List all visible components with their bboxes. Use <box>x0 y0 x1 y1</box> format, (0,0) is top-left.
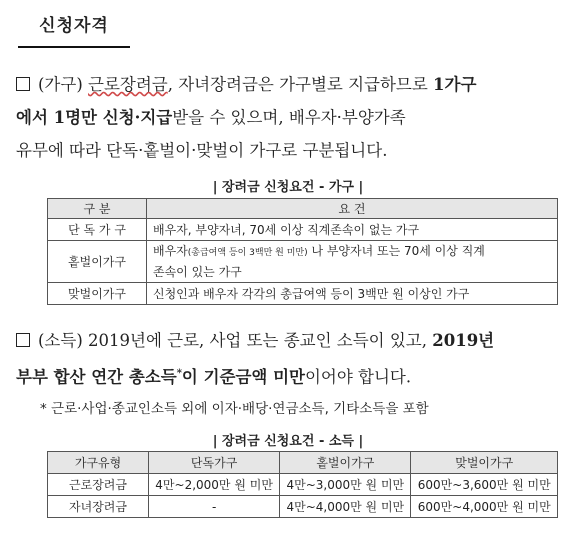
table2-cell: 4만~4,000만 원 미만 <box>280 496 411 518</box>
table-row <box>48 241 558 283</box>
para2-bold3: 이 기준금액 미만 <box>181 367 305 387</box>
income-paragraph <box>16 324 561 394</box>
table1-cell-req: 신청인과 배우자 각각의 총급여액 등이 3백만 원 이상인 가구 <box>147 283 558 305</box>
table-row <box>48 474 558 496</box>
para2-line2 <box>16 357 561 394</box>
table2-header-dualearner: 맞벌이가구 <box>411 452 558 474</box>
para1-bold2: 에서 1명만 신청·지급 <box>16 108 173 127</box>
table1-caption: | 장려금 신청요건 - 가구 | <box>212 180 364 195</box>
table1-cell-req <box>147 241 558 283</box>
table2-cell: 근로장려금 <box>48 474 149 496</box>
para1-line2 <box>16 101 561 134</box>
table-row <box>48 219 558 241</box>
table2-cell: 600만~4,000만 원 미만 <box>411 496 558 518</box>
checkbox-icon <box>16 333 30 347</box>
table2-cell: 4만~2,000만 원 미만 <box>149 474 280 496</box>
para2-star: * <box>176 368 182 379</box>
para1-term: 근로장려금 <box>88 75 168 94</box>
table2-cell: 4만~3,000만 원 미만 <box>280 474 411 496</box>
para1-text2: 받을 수 있으며, 배우자·부양가족 <box>172 108 406 127</box>
table1-header-category: 구 분 <box>48 199 147 219</box>
para1-line3: 유무에 따라 단독·홑벌이·맞벌이 가구로 구분됩니다. <box>16 141 388 160</box>
table1-cell-type: 홑벌이가구 <box>48 241 147 283</box>
table2-header-single: 단독가구 <box>149 452 280 474</box>
req-a: 배우자 <box>153 243 188 258</box>
req-c: 존속이 있는 가구 <box>153 264 242 279</box>
para2-bold2: 부부 합산 연간 총소득 <box>16 367 177 387</box>
para2-prefix: (소득) <box>38 331 83 350</box>
income-requirements-table <box>47 451 558 518</box>
para2-bold1: 2019년 <box>432 331 495 350</box>
table2-cell: 자녀장려금 <box>48 496 149 518</box>
table2-header-onearner: 홑벌이가구 <box>280 452 411 474</box>
table2-cell: - <box>149 496 280 518</box>
checkbox-icon <box>16 77 30 91</box>
para2-text1: 2019년에 근로, 사업 또는 종교인 소득이 있고, <box>88 331 427 350</box>
table1-cell-type: 단 독 가 구 <box>48 219 147 241</box>
para1-bold1: 1가구 <box>433 75 477 94</box>
para1-prefix: (가구) <box>38 75 83 94</box>
table2-caption: | 장려금 신청요건 - 소득 | <box>212 434 364 449</box>
req-b: 나 부양자녀 또는 70세 이상 직계 <box>311 243 485 258</box>
income-note: * 근로·사업·종교인소득 외에 이자·배당·연금소득, 기타소득을 포함 <box>40 401 429 417</box>
table2-header-type: 가구유형 <box>48 452 149 474</box>
table1-header-requirement: 요 건 <box>147 199 558 219</box>
table-row <box>48 496 558 518</box>
para1-line1 <box>16 68 561 101</box>
household-requirements-table <box>47 198 558 305</box>
household-paragraph <box>16 68 561 167</box>
req-small: (총급여액 등이 3백만 원 미만) <box>187 247 308 258</box>
para1-text1: , 자녀장려금은 가구별로 지급하므로 <box>167 75 428 94</box>
table2-cell: 600만~3,600만 원 미만 <box>411 474 558 496</box>
table-row <box>48 283 558 305</box>
section-title: 신청자격 <box>18 6 130 48</box>
para2-text2: 이어야 합니다. <box>304 367 412 387</box>
table1-cell-req: 배우자, 부양자녀, 70세 이상 직계존속이 없는 가구 <box>147 219 558 241</box>
para2-line1 <box>16 324 561 357</box>
table1-cell-type: 맞벌이가구 <box>48 283 147 305</box>
